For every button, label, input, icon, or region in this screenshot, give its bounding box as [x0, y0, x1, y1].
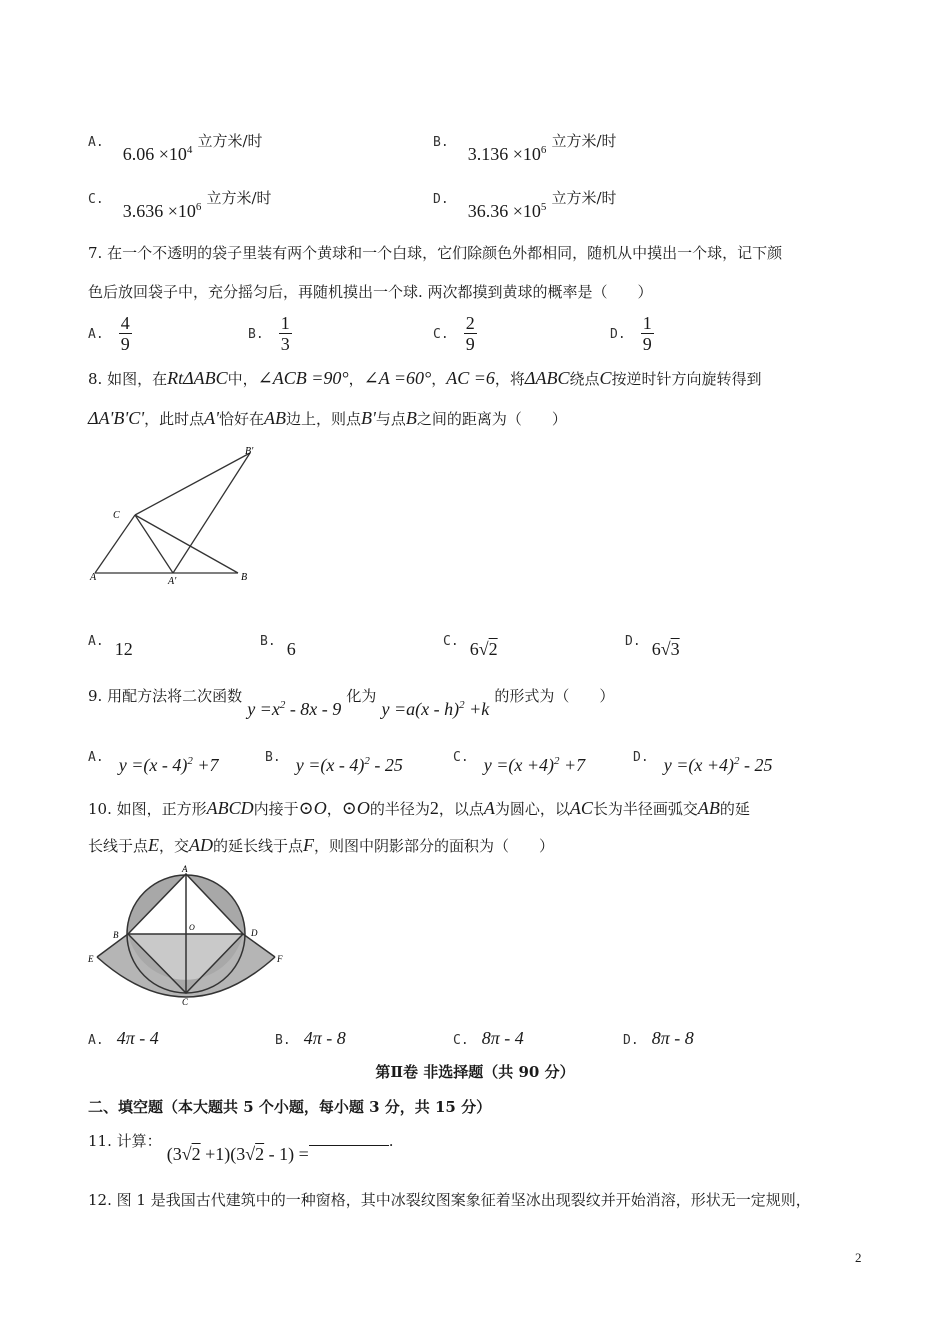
option-label: C.	[433, 327, 449, 342]
label-ap: A'	[168, 576, 177, 587]
fraction: $\frac{4}{9}$	[120, 313, 130, 354]
label-b: B	[113, 930, 119, 940]
q11-text: 11. 计算： (3√2 +1)(3√2 - 1) =.	[88, 1132, 394, 1164]
q10-option-c: C. 8π - 4	[453, 1028, 524, 1048]
q12-text-line1: 12. 图 1 是我国古代建筑中的一种窗格，其中冰裂纹图案象征着坚冰出现裂纹并开始消溶，形状无一定规则，	[88, 1191, 811, 1209]
q6-option-c	[88, 187, 272, 221]
answer-blank	[309, 1131, 389, 1146]
q6-option-d	[433, 187, 617, 221]
label-a: A	[90, 572, 97, 583]
fraction: $\frac{1}{9}$	[642, 313, 652, 354]
q9-option-d: D. $y =(x +4)^2 - 25$	[633, 750, 773, 775]
page-number: 2	[855, 1250, 862, 1265]
label-c: C	[182, 997, 189, 1007]
q8-option-b: B. 6	[260, 634, 296, 659]
q6-option-b	[433, 130, 617, 164]
option-value: $36.36 \times 10^5$	[467, 201, 547, 221]
option-label: D.	[610, 327, 626, 342]
option-value: $6.06 \times 10^4$	[122, 144, 193, 164]
label-o: O	[189, 923, 195, 932]
q9-option-a: A. y =(x - 4)$^2$ +7	[88, 750, 219, 775]
q10-circle-figure	[85, 862, 285, 1012]
q6-option-a	[88, 130, 263, 164]
q10-text-line2: 长线于点E，交AD的延长线于点F，则图中阴影部分的面积为（ ）	[88, 835, 555, 855]
label-d: D	[251, 928, 258, 938]
label-bp: B'	[245, 446, 254, 457]
q7-option-c	[433, 313, 477, 354]
q8-text-line2: ΔA'B'C'，此时点A'恰好在AB边上，则点B'与点B之间的距离为（ ）	[88, 408, 567, 428]
q7-option-a	[88, 313, 132, 354]
option-label: C.	[88, 192, 104, 207]
q7-text-line2: 色后放回袋子中，充分摇匀后，再随机摸出一个球. 两次都摸到黄球的概率是（ ）	[88, 283, 653, 301]
q10-option-d: D. 8π - 8	[623, 1028, 694, 1048]
q7-text-line1: 7. 在一个不透明的袋子里装有两个黄球和一个白球，它们除颜色外都相同，随机从中摸出一个球，记下颜	[88, 244, 783, 262]
q9-text: 9. 用配方法将二次函数 $y =x^2 - 8x - 9$ 化为 y =a(x - h)$^2$ +k 的形式为（ ）	[88, 687, 615, 719]
option-unit: 立方米/时	[551, 132, 617, 150]
q8-option-a: A. 12	[88, 634, 133, 659]
q10-option-b: B. 4π - 8	[275, 1028, 346, 1048]
q8-text-line1: 8. 如图，在RtΔABC中，∠ACB =90°，∠A =60°，AC =6，将ΔABC绕点C按逆时针方向旋转得到	[88, 368, 762, 388]
option-value: $3.636 \times 10^6$	[122, 201, 202, 221]
section-heading: 二、填空题（本大题共 5 个小题，每小题 3 分，共 15 分）	[88, 1098, 492, 1116]
q10-option-a: A. 4π - 4	[88, 1028, 159, 1048]
option-unit: 立方米/时	[206, 189, 272, 207]
label-a: A	[182, 864, 188, 874]
section-title: 第Ⅱ卷 非选择题（共 90 分）	[375, 1063, 575, 1081]
q9-option-b: B. y =(x - 4)$^2$ - 25	[265, 750, 403, 775]
option-label: A.	[88, 327, 104, 342]
option-label: D.	[433, 192, 449, 207]
q8-option-c: C. 6√2	[443, 634, 498, 659]
q9-option-c: C. $y =(x +4)^2 +7$	[453, 750, 586, 775]
label-b: B	[241, 572, 248, 583]
label-c: C	[113, 510, 120, 521]
q8-option-d: D. 6√3	[625, 634, 680, 659]
option-label: B.	[248, 327, 264, 342]
option-value: $3.136 \times 10^6$	[467, 144, 547, 164]
q10-text-line1: 10. 如图，正方形ABCD内接于⊙O，⊙O的半径为2，以点A为圆心，以AC长为半径画弧交AB的延	[88, 798, 750, 818]
label-f: F	[277, 954, 283, 964]
q7-option-b	[248, 313, 292, 354]
q7-option-d	[610, 313, 654, 354]
option-unit: 立方米/时	[197, 132, 263, 150]
q8-triangle-figure	[85, 440, 285, 590]
option-unit: 立方米/时	[551, 189, 617, 207]
fraction: $\frac{1}{3}$	[280, 313, 290, 354]
option-label: A.	[88, 135, 104, 150]
option-label: B.	[433, 135, 449, 150]
label-e: E	[88, 954, 94, 964]
fraction: $\frac{2}{9}$	[465, 313, 475, 354]
